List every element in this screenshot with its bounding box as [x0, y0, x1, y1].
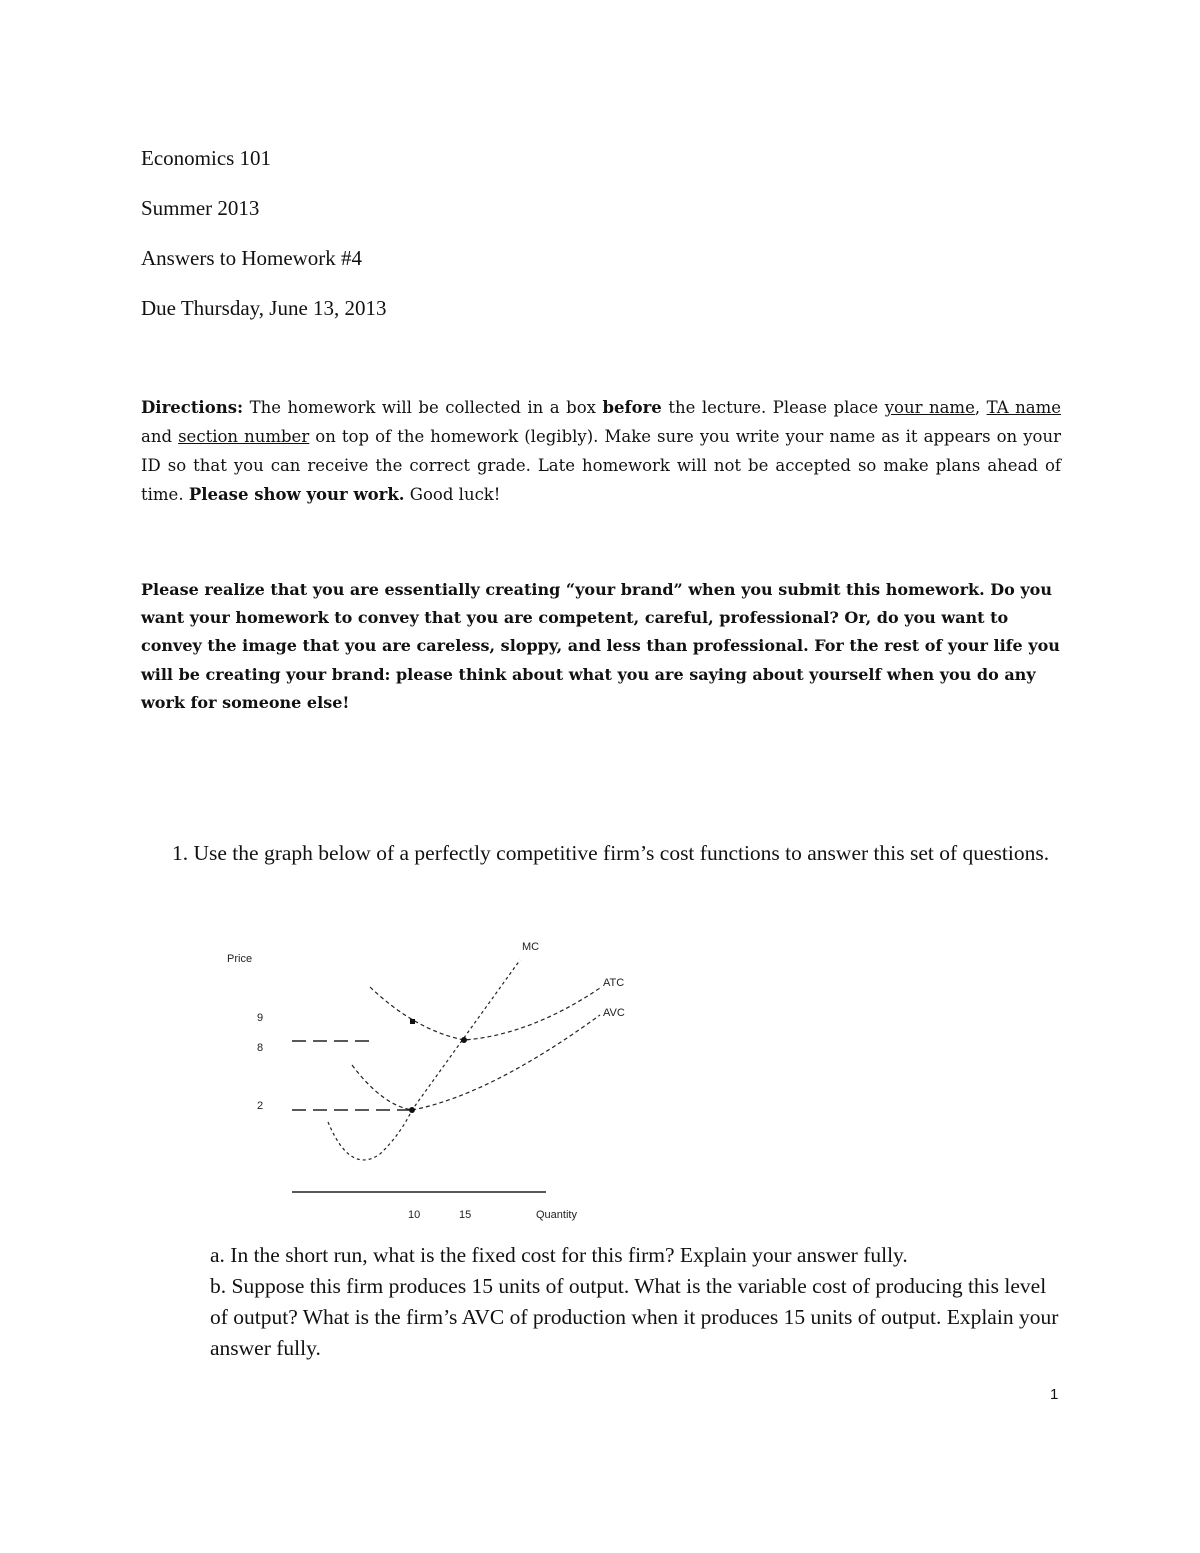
y-axis-label: Price	[227, 953, 253, 965]
directions-text: the lecture. Please place	[661, 398, 885, 417]
question-1b-text: b. Suppose this firm produces 15 units of output. What is the variable cost of producing this level of output? What is the firm’s AVC of production when it produces 15 units of output. Explain your answer fully.	[210, 1274, 1059, 1360]
x-tick-label: 15	[459, 1209, 472, 1221]
brand-notice: Please realize that you are essentially creating “your brand” when you submit this homework. Do you want your homework to convey that you are competent, careful, professional? Or, do you want to convey the image that you are careless, sloppy, and less than professional. For the rest of your life you will be creating your brand: please think about what you are saying about yourself when you do any work for someone else!	[141, 580, 1060, 712]
avc-curve	[352, 1015, 600, 1110]
directions-paragraph	[141, 393, 1061, 509]
x-axis-label: Quantity	[536, 1209, 577, 1221]
document-title: Answers to Homework #4	[141, 246, 363, 270]
mc-curve-label: MC	[522, 941, 540, 953]
directions-text: and	[141, 427, 179, 446]
cost-curves-graph	[200, 930, 660, 1230]
question-1-text: 1. Use the graph below of a perfectly competitive firm’s cost functions to answer this set of questions.	[172, 841, 1050, 865]
before-emphasis: before	[602, 398, 662, 417]
your-name-underline: your name	[884, 398, 975, 417]
section-number-underline: section number	[178, 427, 310, 446]
point-marker	[410, 1019, 415, 1024]
due-date: Due Thursday, June 13, 2013	[141, 296, 387, 320]
y-tick-label: 8	[257, 1042, 264, 1054]
directions-label: Directions:	[141, 398, 244, 417]
term: Summer 2013	[141, 196, 260, 220]
question-1a-text: a. In the short run, what is the fixed cost for this firm? Explain your answer fully.	[210, 1243, 908, 1267]
atc-curve-label: ATC	[603, 977, 625, 989]
page-number: 1	[1050, 1386, 1059, 1403]
directions-text: Good luck!	[404, 485, 501, 504]
atc-curve	[370, 987, 600, 1040]
avc-curve-label: AVC	[603, 1007, 625, 1019]
y-tick-label: 2	[257, 1100, 264, 1112]
ta-name-underline: TA name	[986, 398, 1061, 417]
mc-curve	[328, 960, 520, 1160]
point-marker	[461, 1037, 467, 1043]
y-tick-label: 9	[257, 1012, 264, 1024]
point-marker	[409, 1107, 415, 1113]
course-name: Economics 101	[141, 146, 272, 170]
directions-text: ,	[974, 398, 987, 417]
show-work-emphasis: Please show your work.	[188, 485, 405, 504]
directions-text: on top of the homework (legibly). Make sure you write your name as it appears on your ID so that you can receive the correct grade. Late homework will not be accepted so make plans ahead of time.	[141, 427, 1061, 504]
directions-text: The homework will be collected in a box	[243, 398, 603, 417]
x-tick-label: 10	[408, 1209, 421, 1221]
